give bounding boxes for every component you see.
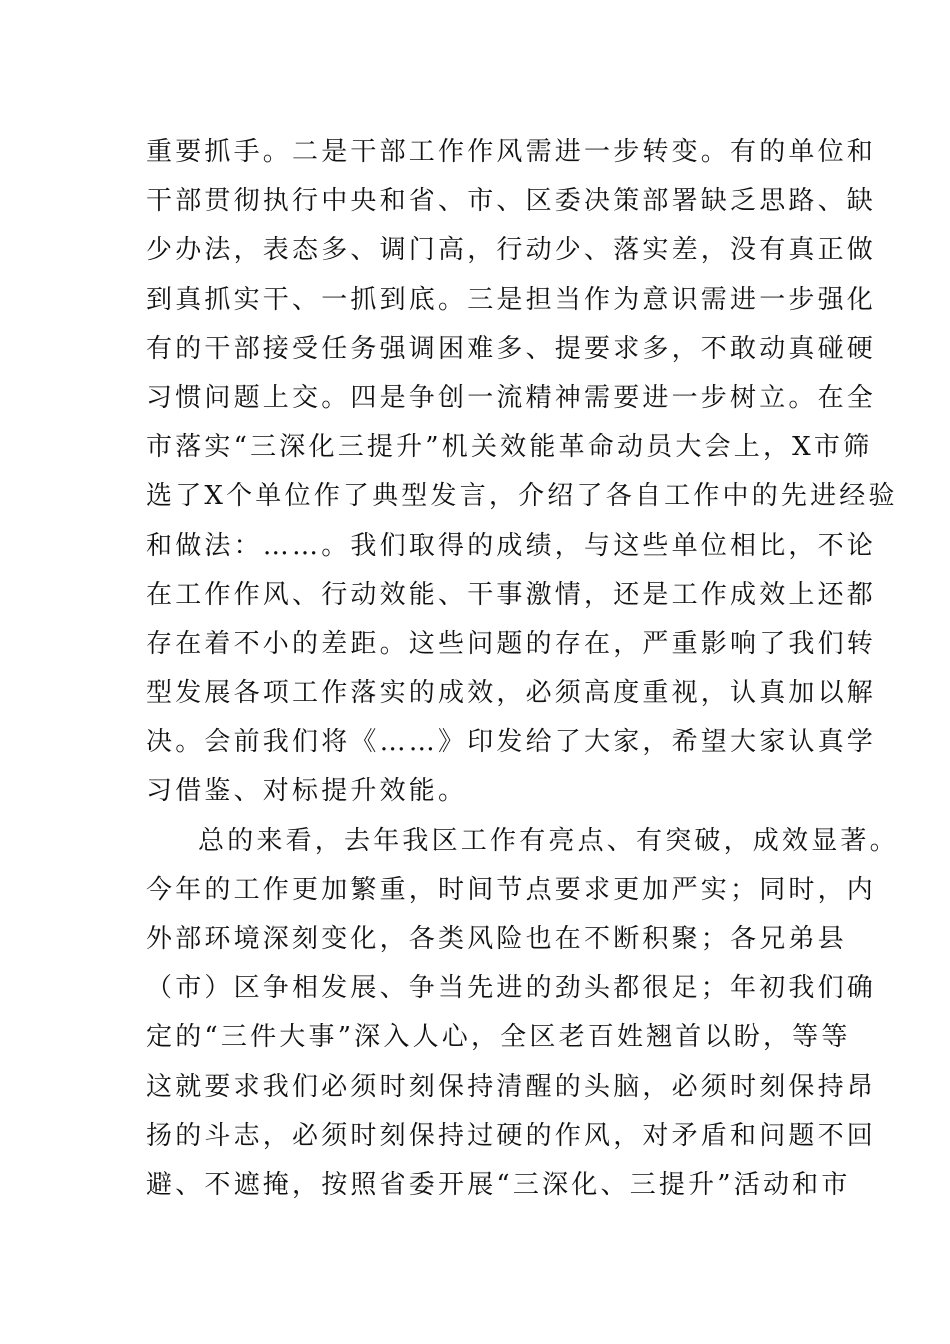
text-line: 到真抓实干、一抓到底。三是担当作为意识需进一步强化 bbox=[146, 284, 877, 315]
text-line: 有的干部接受任务强调困难多、提要求多，不敢动真碰硬 bbox=[146, 333, 877, 364]
text-line: 干部贯彻执行中央和省、市、区委决策部署缺乏思路、缺 bbox=[146, 186, 877, 217]
text-line: 这就要求我们必须时刻保持清醒的头脑，必须时刻保持昂 bbox=[146, 1071, 877, 1102]
text-line: 在工作作风、行动效能、干事激情，还是工作成效上还都 bbox=[146, 579, 877, 610]
text-line: 外部环境深刻变化，各类风险也在不断积聚；各兄弟县 bbox=[146, 924, 847, 954]
text-line: 决。会前我们将《……》印发给了大家，希望大家认真学 bbox=[146, 727, 877, 758]
text-line: 避、不遮掩，按照省委开展“三深化、三提升”活动和市 bbox=[146, 1169, 851, 1200]
text-line: 重要抓手。二是干部工作作风需进一步转变。有的单位和 bbox=[146, 137, 877, 167]
text-line: 市落实“三深化三提升”机关效能革命动员大会上，X市筛 bbox=[146, 432, 873, 463]
text-line: 少办法，表态多、调门高，行动少、落实差，没有真正做 bbox=[146, 235, 877, 266]
document-body bbox=[146, 128, 899, 1210]
text-line: 扬的斗志，必须时刻保持过硬的作风，对矛盾和问题不回 bbox=[146, 1120, 877, 1151]
text-line: 和做法：……。我们取得的成绩，与这些单位相比，不论 bbox=[146, 530, 877, 561]
text-line: 总的来看，去年我区工作有亮点、有突破，成效显著。 bbox=[198, 825, 899, 856]
text-line: 今年的工作更加繁重，时间节点要求更加严实；同时，内 bbox=[146, 874, 877, 905]
paragraph-1 bbox=[146, 128, 898, 817]
text-line: 型发展各项工作落实的成效，必须高度重视，认真加以解 bbox=[146, 678, 877, 709]
text-line: 定的“三件大事”深入人心，全区老百姓翘首以盼，等等 bbox=[146, 1022, 851, 1053]
text-line: （市）区争相发展、争当先进的劲头都很足；年初我们确 bbox=[146, 973, 877, 1004]
text-line: 习惯问题上交。四是争创一流精神需要进一步树立。在全 bbox=[146, 382, 877, 413]
text-line: 习借鉴、对标提升效能。 bbox=[146, 776, 468, 807]
text-line: 存在着不小的差距。这些问题的存在，严重影响了我们转 bbox=[146, 628, 877, 659]
paragraph-2 bbox=[146, 817, 899, 1211]
text-line: 选了X个单位作了典型发言，介绍了各自工作中的先进经验 bbox=[146, 481, 898, 512]
